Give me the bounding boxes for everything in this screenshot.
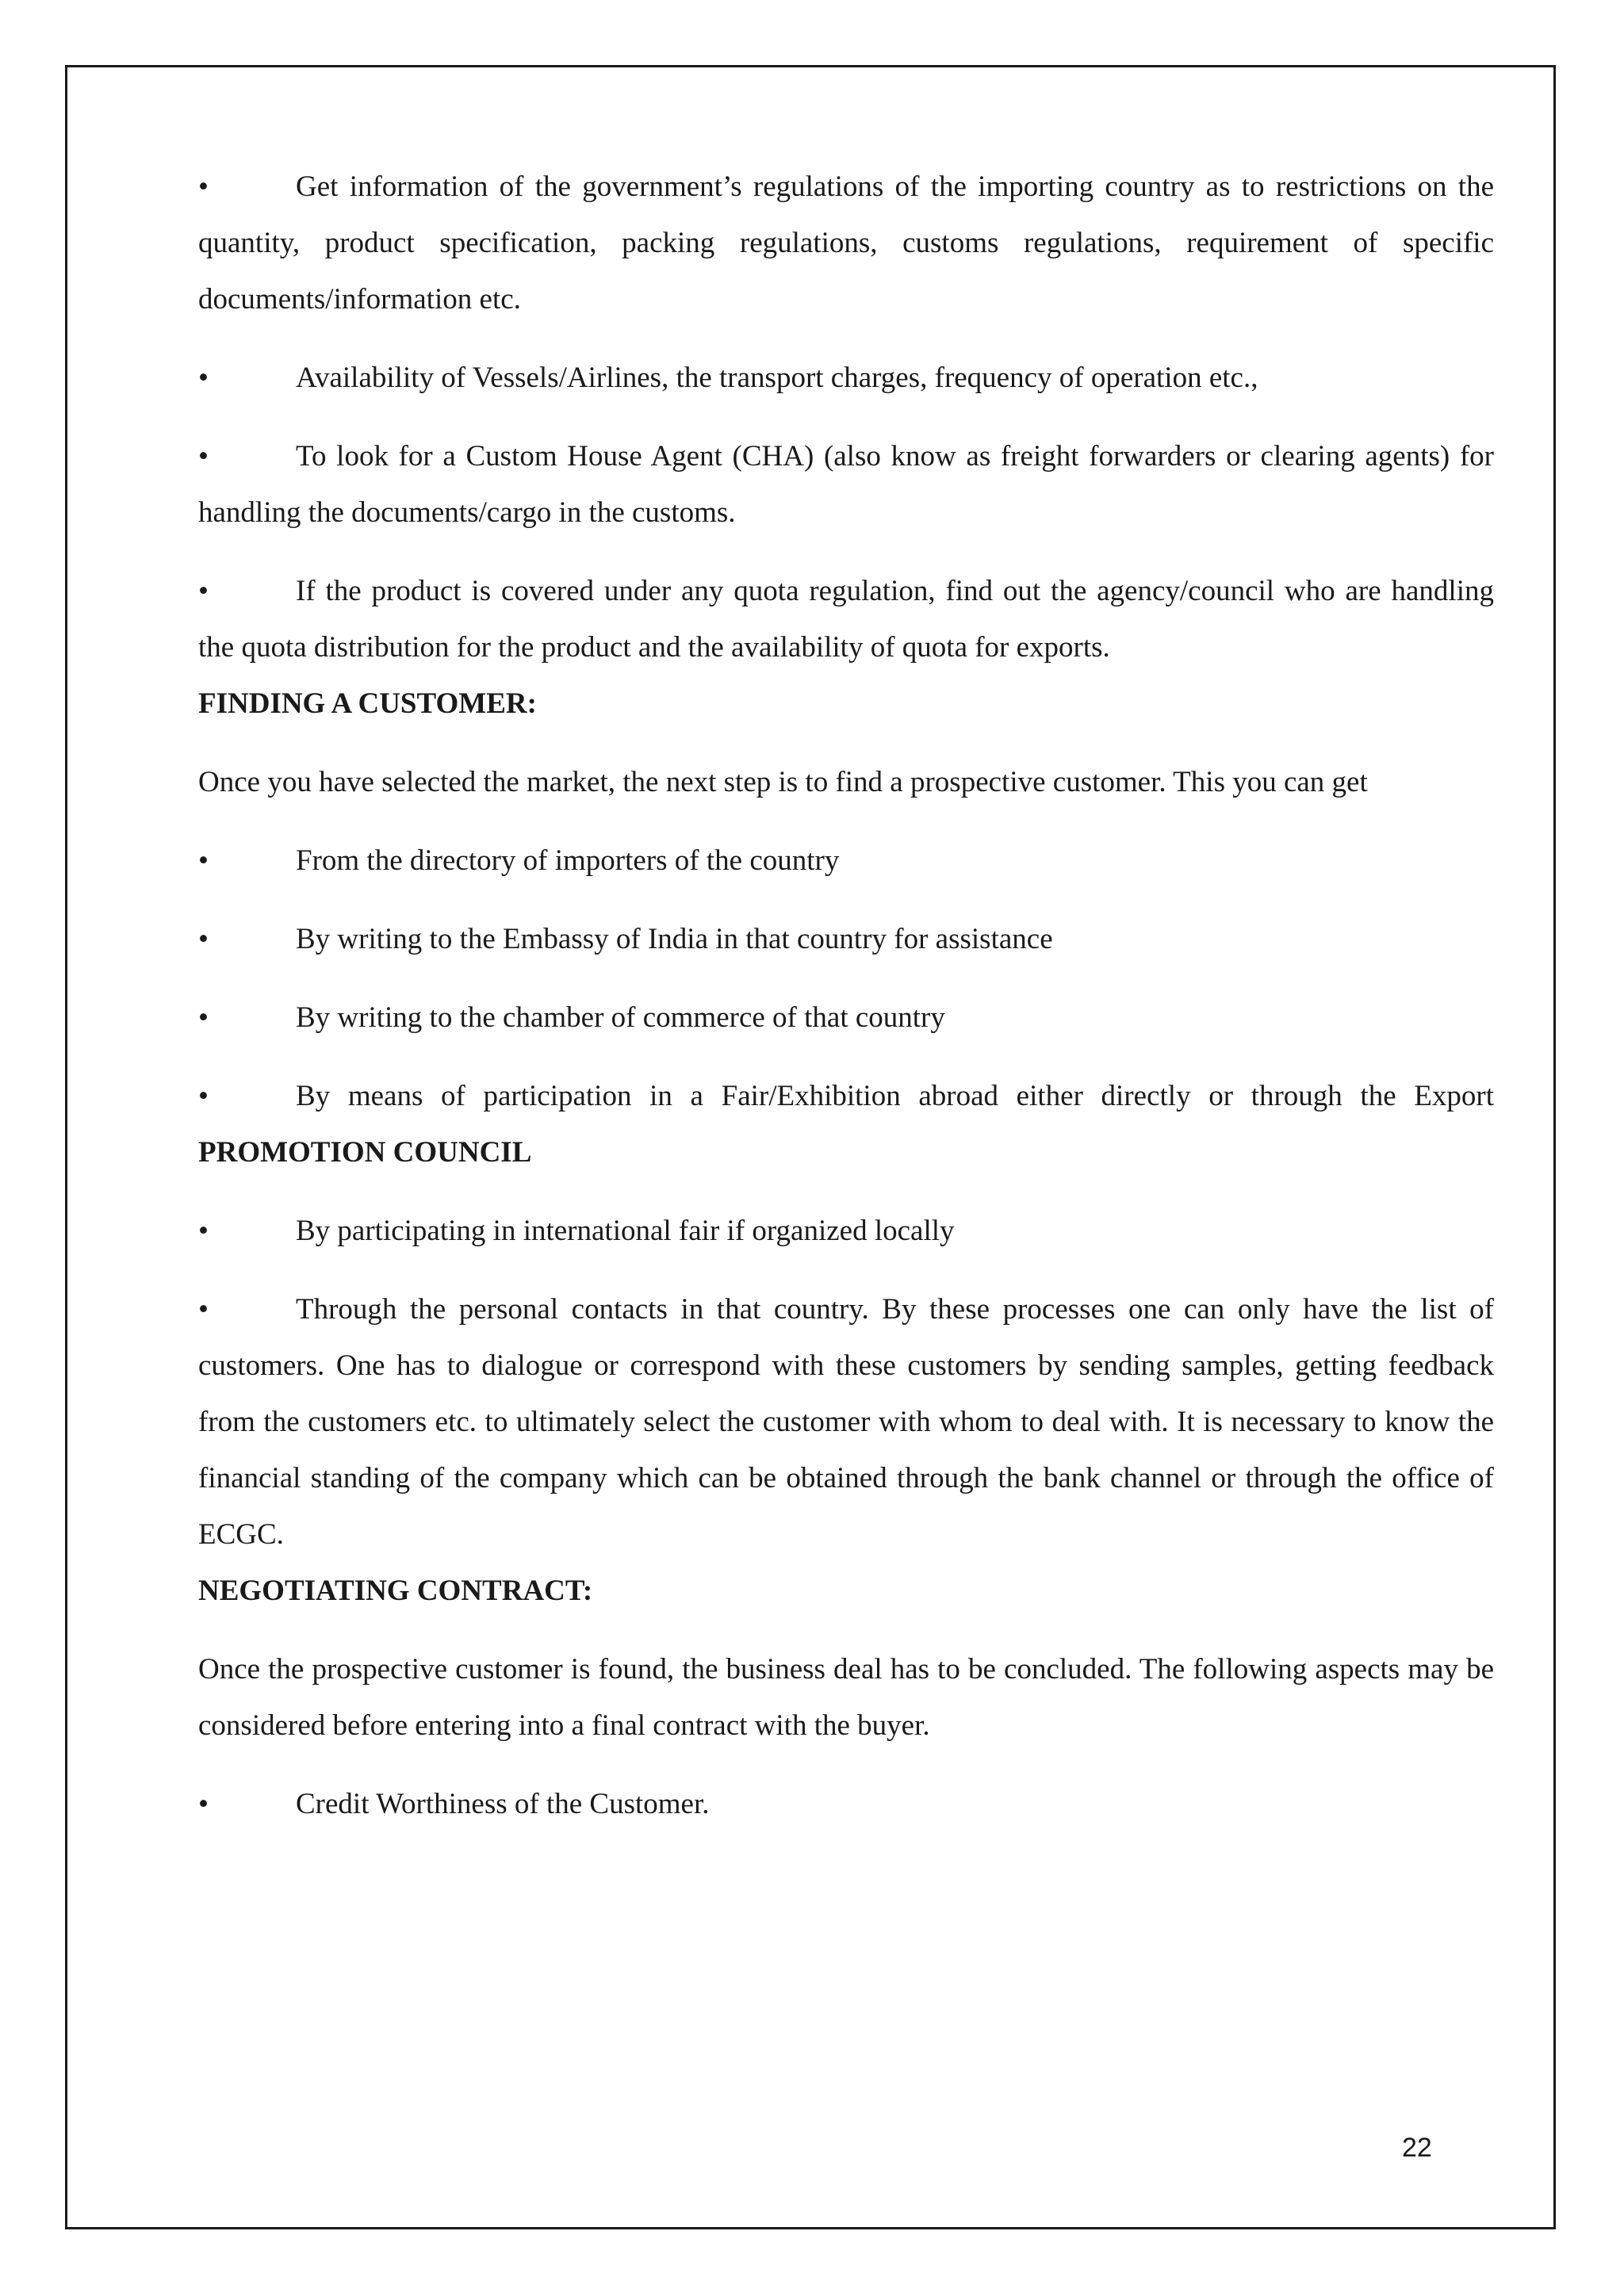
bullet-glyph: • [198, 575, 209, 607]
list-item-text: By means of participation in a Fair/Exhibition abroad either directly or through the Export [296, 1080, 1494, 1112]
bullet-glyph: • [198, 170, 209, 203]
bullet-glyph: • [198, 1215, 209, 1247]
list-item-text: By participating in international fair if organized locally [296, 1215, 955, 1247]
list-item [198, 989, 1494, 1046]
document-body [198, 159, 1494, 1832]
list-item-text: By writing to the chamber of commerce of that country [296, 1001, 945, 1034]
list-item [198, 1068, 1494, 1181]
list-item-text: By writing to the Embassy of India in that country for assistance [296, 923, 1053, 955]
list-item [198, 1281, 1494, 1563]
list-item [198, 832, 1494, 889]
bullet-glyph: • [198, 362, 209, 394]
bullet-glyph: • [198, 1001, 209, 1034]
section-intro: Once you have selected the market, the next step is to find a prospective customer. This you can get [198, 766, 1368, 798]
bullet-glyph: • [198, 440, 209, 473]
list-item [198, 1776, 1494, 1832]
bullet-glyph: • [198, 1080, 209, 1112]
bullet-glyph: • [198, 1293, 209, 1326]
bullet-glyph: • [198, 844, 209, 877]
section-heading-finding-customer: FINDING A CUSTOMER: [198, 687, 537, 720]
list-item [198, 563, 1494, 675]
section-intro: Once the prospective customer is found, the business deal has to be concluded. The following aspects may be considered before entering into a final contract with the buyer. [198, 1653, 1494, 1742]
bullet-glyph: • [198, 1788, 209, 1820]
list-item-text: Availability of Vessels/Airlines, the transport charges, frequency of operation etc., [296, 362, 1258, 394]
list-item [198, 911, 1494, 967]
section-heading-negotiating-contract: NEGOTIATING CONTRACT: [198, 1575, 593, 1607]
list-item [198, 428, 1494, 541]
list-item-text: Through the personal contacts in that country. By these processes one can only have the list of customers. One has to dialogue or correspond with these customers by sending samples, getting feedback from the customers etc. to ultimately select the customer with whom to deal with. It is necessary to know the financial standing of the company which can be obtained through the bank channel or through the office of ECGC. [198, 1293, 1494, 1551]
list-item [198, 350, 1494, 406]
page-number: 22 [1402, 2133, 1432, 2163]
list-item-text: If the product is covered under any quota regulation, find out the agency/council who are handling the quota distribution for the product and the availability of quota for exports. [198, 575, 1494, 664]
bullet-glyph: • [198, 923, 209, 955]
bold-phrase: PROMOTION COUNCIL [198, 1136, 532, 1169]
list-item-text: Get information of the government’s regulations of the importing country as to restrictions on the quantity, product specification, packing regulations, customs regulations, requirement of specific documents/information etc. [198, 170, 1494, 316]
list-item-text: From the directory of importers of the country [296, 844, 840, 877]
list-item-text: Credit Worthiness of the Customer. [296, 1788, 710, 1820]
list-item-text: To look for a Custom House Agent (CHA) (also know as freight forwarders or clearing agents) for handling the documents/cargo in the customs. [198, 440, 1494, 529]
list-item [198, 159, 1494, 327]
list-item [198, 1203, 1494, 1259]
